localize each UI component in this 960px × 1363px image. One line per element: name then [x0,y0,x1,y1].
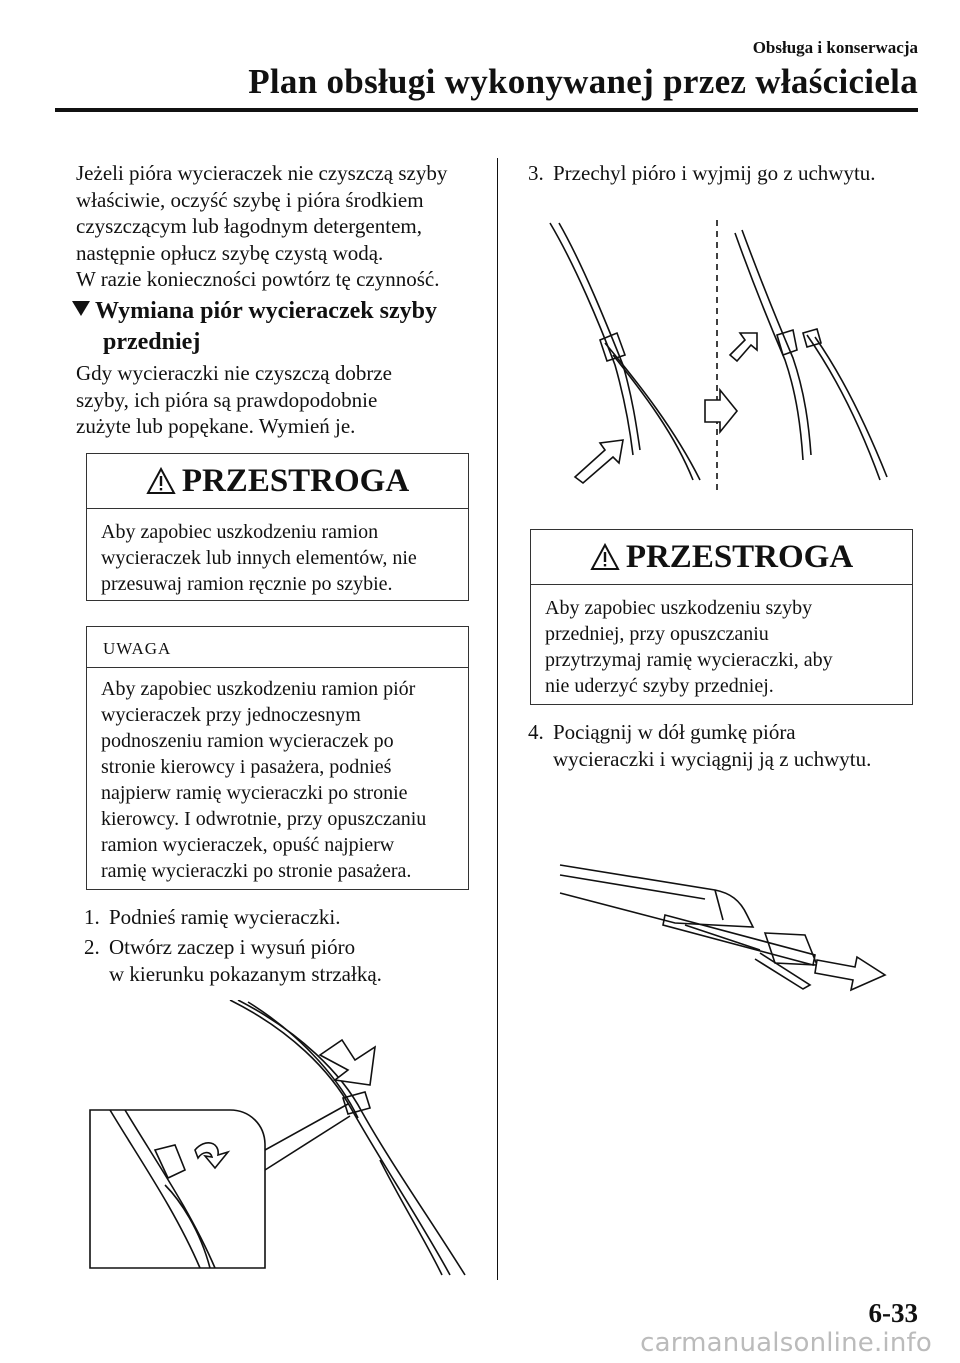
section-label: Obsługa i konserwacja [752,38,918,57]
caution-title: PRZESTROGA [87,454,468,509]
arrow-icon [320,1040,375,1085]
caution-title: PRZESTROGA [531,530,912,585]
step-1: 1. Podnieś ramię wycieraczki. [84,905,341,929]
step-3: 3. Przechyl pióro i wyjmij go z uchwytu. [528,161,876,185]
note-text: Aby zapobiec uszkodzeniu ramion piór wycieraczek przy jednoczesnym podnoszeniu ramion wycieraczek po stronie kierowcy i pasażera, podnieś najpierw ramię wycieraczki po stronie kierowcy. I odwrotnie, przy opuszczaniu ramion wycieraczek, opuść najpierw ramię wycieraczki po stronie pasażera. [101,678,427,882]
wiper-rubber-illustration [555,855,915,1000]
watermark: carmanualsonline.info [640,1328,932,1358]
caution-box-left [86,453,469,601]
step-2: 2. Otwórz zaczep i wysuń pióro w kierunku pokazanym strzałką. [84,935,382,986]
column-divider [497,158,498,1280]
page-number: 6-33 [868,1298,918,1328]
arrow-icon [195,1143,228,1168]
caution-box-right [530,529,913,705]
arrow-icon [575,440,623,483]
body-paragraph: Gdy wycieraczki nie czyszczą dobrze szyby, ich pióra są prawdopodobnie zużyte lub popękane. Wymień je. [76,361,392,438]
caution-text: Aby zapobiec uszkodzeniu ramion wycieraczek lub innych elementów, nie przesuwaj ramion ręcznie po szybie. [101,521,417,595]
arrow-icon [705,390,737,432]
header-rule [55,108,918,112]
intro-paragraph: Jeżeli pióra wycieraczek nie czyszczą szyby właściwie, oczyść szybę i pióra środkiem czyszczącym lub łagodnym detergentem, następnie opłucz szybę czystą wodą. W razie konieczności powtórz tę czynność. [76,161,448,291]
page-title: Plan obsługi wykonywanej przez właściciela [248,62,918,101]
note-box [86,626,469,890]
heading-triangle-icon [72,301,90,316]
wiper-clip-illustration [80,1000,490,1280]
step-4: 4. Pociągnij w dół gumkę pióra wycieraczki i wyciągnij ją z uchwytu. [528,720,872,771]
arrow-icon [730,333,757,361]
warning-triangle-icon [146,467,176,495]
warning-triangle-icon [590,543,620,571]
arrow-icon [815,957,885,990]
wiper-removal-illustration [545,215,915,500]
section-heading: Wymiana piór wycieraczek szyby przedniej [72,296,492,358]
caution-text: Aby zapobiec uszkodzeniu szyby przedniej, przy opuszczaniu przytrzymaj ramię wycieraczki, aby nie uderzyć szyby przedniej. [545,597,833,697]
note-title: UWAGA [87,627,468,668]
